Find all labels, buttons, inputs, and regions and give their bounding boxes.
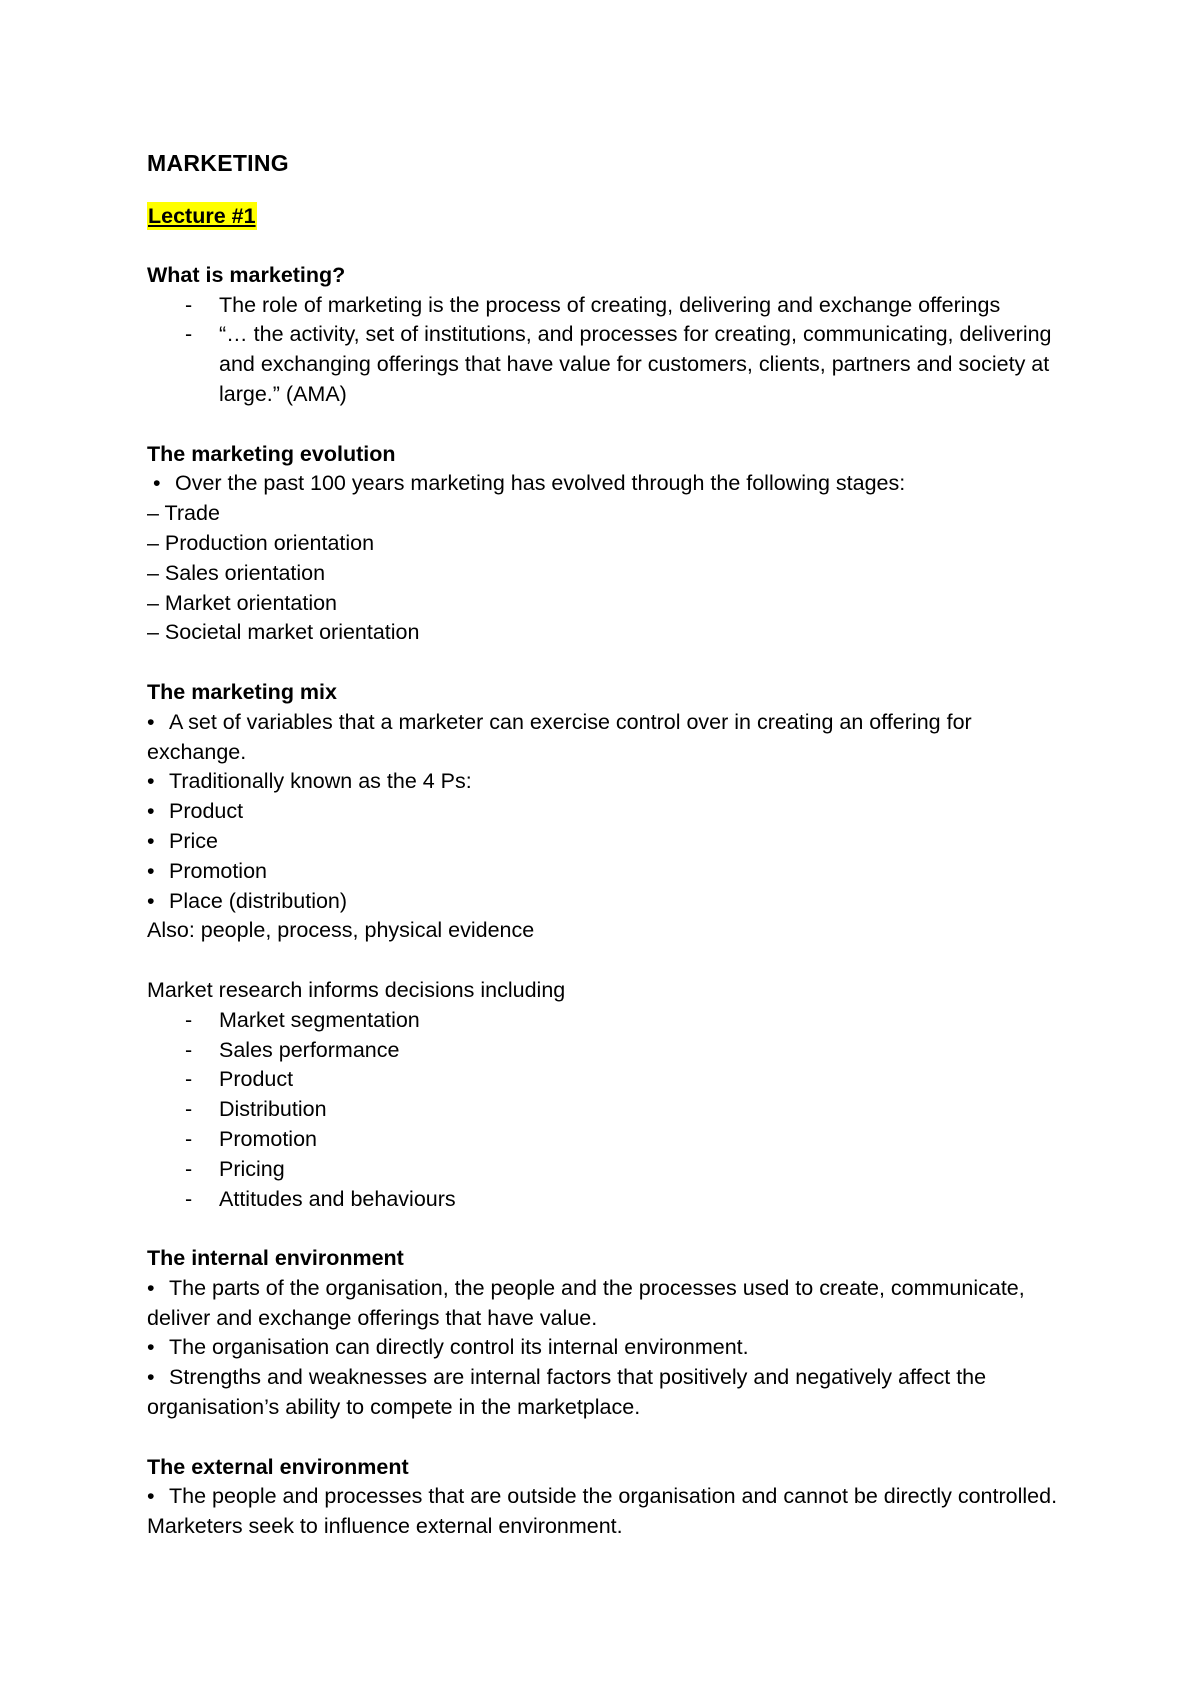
bullet-marker: • [147, 1335, 155, 1360]
list-item-text: Product [219, 1067, 294, 1092]
list-item-text: “… the activity, set of institutions, and processes for creating, communicating, delivering and exchanging offerings that have value for customers, clients, partners and society at large.” (AMA) [219, 322, 1052, 406]
list-item [147, 1095, 1067, 1125]
list-item [147, 1125, 1067, 1155]
bullet-marker: • [147, 799, 155, 824]
dash-marker: - [185, 1037, 193, 1062]
bullet-marker: • [147, 828, 155, 853]
dash-marker: - [185, 1186, 193, 1211]
section-marketing-evolution [147, 440, 1067, 649]
stage-line: – Societal market orientation [147, 620, 420, 645]
bullet-marker: • [147, 1365, 155, 1390]
also-line: Also: people, process, physical evidence [147, 918, 535, 943]
section-market-research [147, 976, 1067, 1214]
section-what-is-marketing [147, 261, 1067, 410]
list-item-text: Attitudes and behaviours [219, 1186, 456, 1211]
bullet-text: The organisation can directly control its internal environment. [169, 1335, 749, 1360]
list-item [147, 1155, 1067, 1185]
bullet-line [147, 708, 1067, 768]
dash-marker: - [185, 1097, 193, 1122]
lecture-line [147, 202, 1067, 232]
bullet-line [147, 469, 1067, 499]
bullet-line [147, 767, 1067, 797]
bullet-line [147, 1482, 1067, 1542]
research-list [147, 1006, 1067, 1215]
bullet-text: Place (distribution) [169, 888, 348, 913]
bullet-text: Price [169, 828, 218, 853]
bullet-line [147, 887, 1067, 917]
section-heading: What is marketing? [147, 262, 346, 287]
bullet-marker: • [147, 769, 155, 794]
section-heading: The marketing mix [147, 679, 337, 704]
list-item [147, 1036, 1067, 1066]
list-item-text: Sales performance [219, 1037, 400, 1062]
section-internal-environment [147, 1244, 1067, 1423]
list-item-text: The role of marketing is the process of creating, delivering and exchange offerings [219, 292, 1001, 317]
bullet-line [147, 1333, 1067, 1363]
dash-marker: - [185, 1156, 193, 1181]
list-item [147, 1065, 1067, 1095]
bullet-marker: • [147, 709, 155, 734]
bullet-marker: • [147, 888, 155, 913]
list-item-text: Distribution [219, 1097, 327, 1122]
document-title: MARKETING [147, 150, 289, 176]
bullet-line [147, 1274, 1067, 1334]
dash-marker: - [185, 1007, 193, 1032]
bullet-line [147, 1363, 1067, 1423]
section-marketing-mix [147, 678, 1067, 946]
section-heading: The external environment [147, 1454, 409, 1479]
bullet-text: Strengths and weaknesses are internal factors that positively and negatively affect the organisation’s ability to compete in the marketplace. [147, 1365, 987, 1420]
list-item-text: Market segmentation [219, 1007, 420, 1032]
stage-line: – Trade [147, 501, 220, 526]
definition-list [147, 291, 1067, 410]
dash-marker: - [185, 1126, 193, 1151]
document-page [147, 146, 1067, 1572]
bullet-marker: • [152, 471, 161, 496]
list-item [147, 320, 1067, 409]
list-item [147, 291, 1067, 321]
list-item [147, 1006, 1067, 1036]
dash-marker: - [185, 1067, 193, 1092]
bullet-line [147, 827, 1067, 857]
stage-line: – Production orientation [147, 530, 375, 555]
lecture-label: Lecture #1 [148, 204, 256, 228]
bullet-marker: • [147, 1275, 155, 1300]
bullet-text: Product [169, 799, 244, 824]
dash-marker: - [185, 292, 193, 317]
dash-marker: - [185, 322, 193, 347]
bullet-marker: • [147, 858, 155, 883]
stage-line: – Market orientation [147, 590, 338, 615]
bullet-line [147, 797, 1067, 827]
bullet-text: The parts of the organisation, the people and the processes used to create, communicate, deliver and exchange offerings that have value. [147, 1275, 1025, 1330]
bullet-text: A set of variables that a marketer can exercise control over in creating an offering for exchange. [147, 709, 972, 764]
research-intro: Market research informs decisions including [147, 977, 566, 1002]
section-heading: The internal environment [147, 1246, 404, 1271]
bullet-text: Over the past 100 years marketing has evolved through the following stages: [174, 471, 906, 496]
bullet-text: Promotion [169, 858, 267, 883]
list-item-text: Promotion [219, 1126, 317, 1151]
section-external-environment [147, 1453, 1067, 1542]
stage-line: – Sales orientation [147, 560, 326, 585]
list-item [147, 1185, 1067, 1215]
section-heading: The marketing evolution [147, 441, 396, 466]
bullet-line [147, 857, 1067, 887]
bullet-text: The people and processes that are outside the organisation and cannot be directly controlled. Marketers seek to influence external environment. [147, 1484, 1058, 1539]
bullet-marker: • [147, 1484, 155, 1509]
list-item-text: Pricing [219, 1156, 285, 1181]
bullet-text: Traditionally known as the 4 Ps: [169, 769, 472, 794]
